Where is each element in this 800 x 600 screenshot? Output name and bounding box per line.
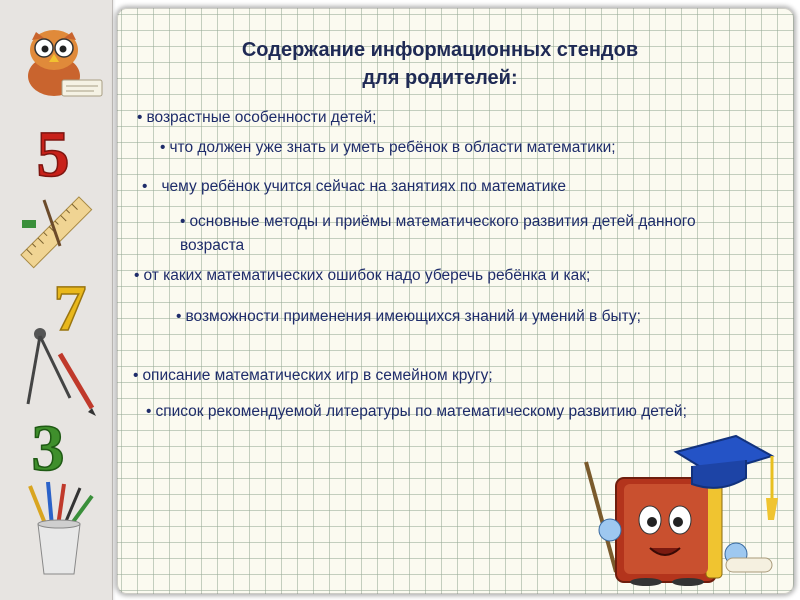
digit-three: 3: [31, 412, 65, 478]
bullet: •: [134, 267, 140, 284]
digit-three-icon: [18, 412, 78, 478]
list-item: [142, 175, 566, 199]
bullet: •: [160, 139, 166, 156]
book-character-icon: [576, 422, 780, 586]
pencil-cup-icon: [16, 478, 102, 578]
list-item-text: описание математических игр в семейном кругу;: [142, 367, 493, 384]
bullet: •: [176, 308, 182, 325]
title-line-2: для родителей:: [362, 67, 518, 89]
list-item: [176, 305, 732, 329]
list-item: [133, 364, 493, 388]
title-line-1: Содержание информационных стендов: [241, 39, 639, 61]
list-item: [146, 400, 708, 424]
list-item-text: возрастные особенности детей;: [146, 109, 377, 126]
page-title: [170, 36, 710, 92]
digit-five-icon: [22, 118, 84, 188]
left-decor-strip: [0, 0, 113, 600]
digit-seven: 7: [53, 272, 87, 338]
owl-icon: [14, 18, 106, 98]
compass-icon: [20, 324, 100, 420]
bullet: •: [142, 178, 148, 195]
bullet: •: [137, 109, 143, 126]
list-item-text: возможности применения имеющихся знаний и умений в быту;: [185, 308, 641, 325]
bullet: •: [133, 367, 139, 384]
bullet: •: [180, 213, 186, 230]
list-item-text: чему ребёнок учится сейчас на занятиях по математике: [161, 178, 566, 195]
list-item-text: что должен уже знать и уметь ребёнок в области математики;: [169, 139, 616, 156]
list-item: [134, 264, 590, 288]
list-item-text: основные методы и приёмы математического развития детей данного возраста: [180, 213, 696, 254]
list-item-text: список рекомендуемой литературы по математическому развитию детей;: [155, 403, 687, 420]
list-item: [160, 136, 616, 160]
bullet: •: [146, 403, 152, 420]
ruler-icon: [14, 190, 100, 276]
list-item-text: от каких математических ошибок надо уберечь ребёнка и как;: [143, 267, 591, 284]
digit-five: 5: [36, 118, 70, 188]
list-item: [180, 210, 720, 258]
list-item: [137, 106, 376, 130]
